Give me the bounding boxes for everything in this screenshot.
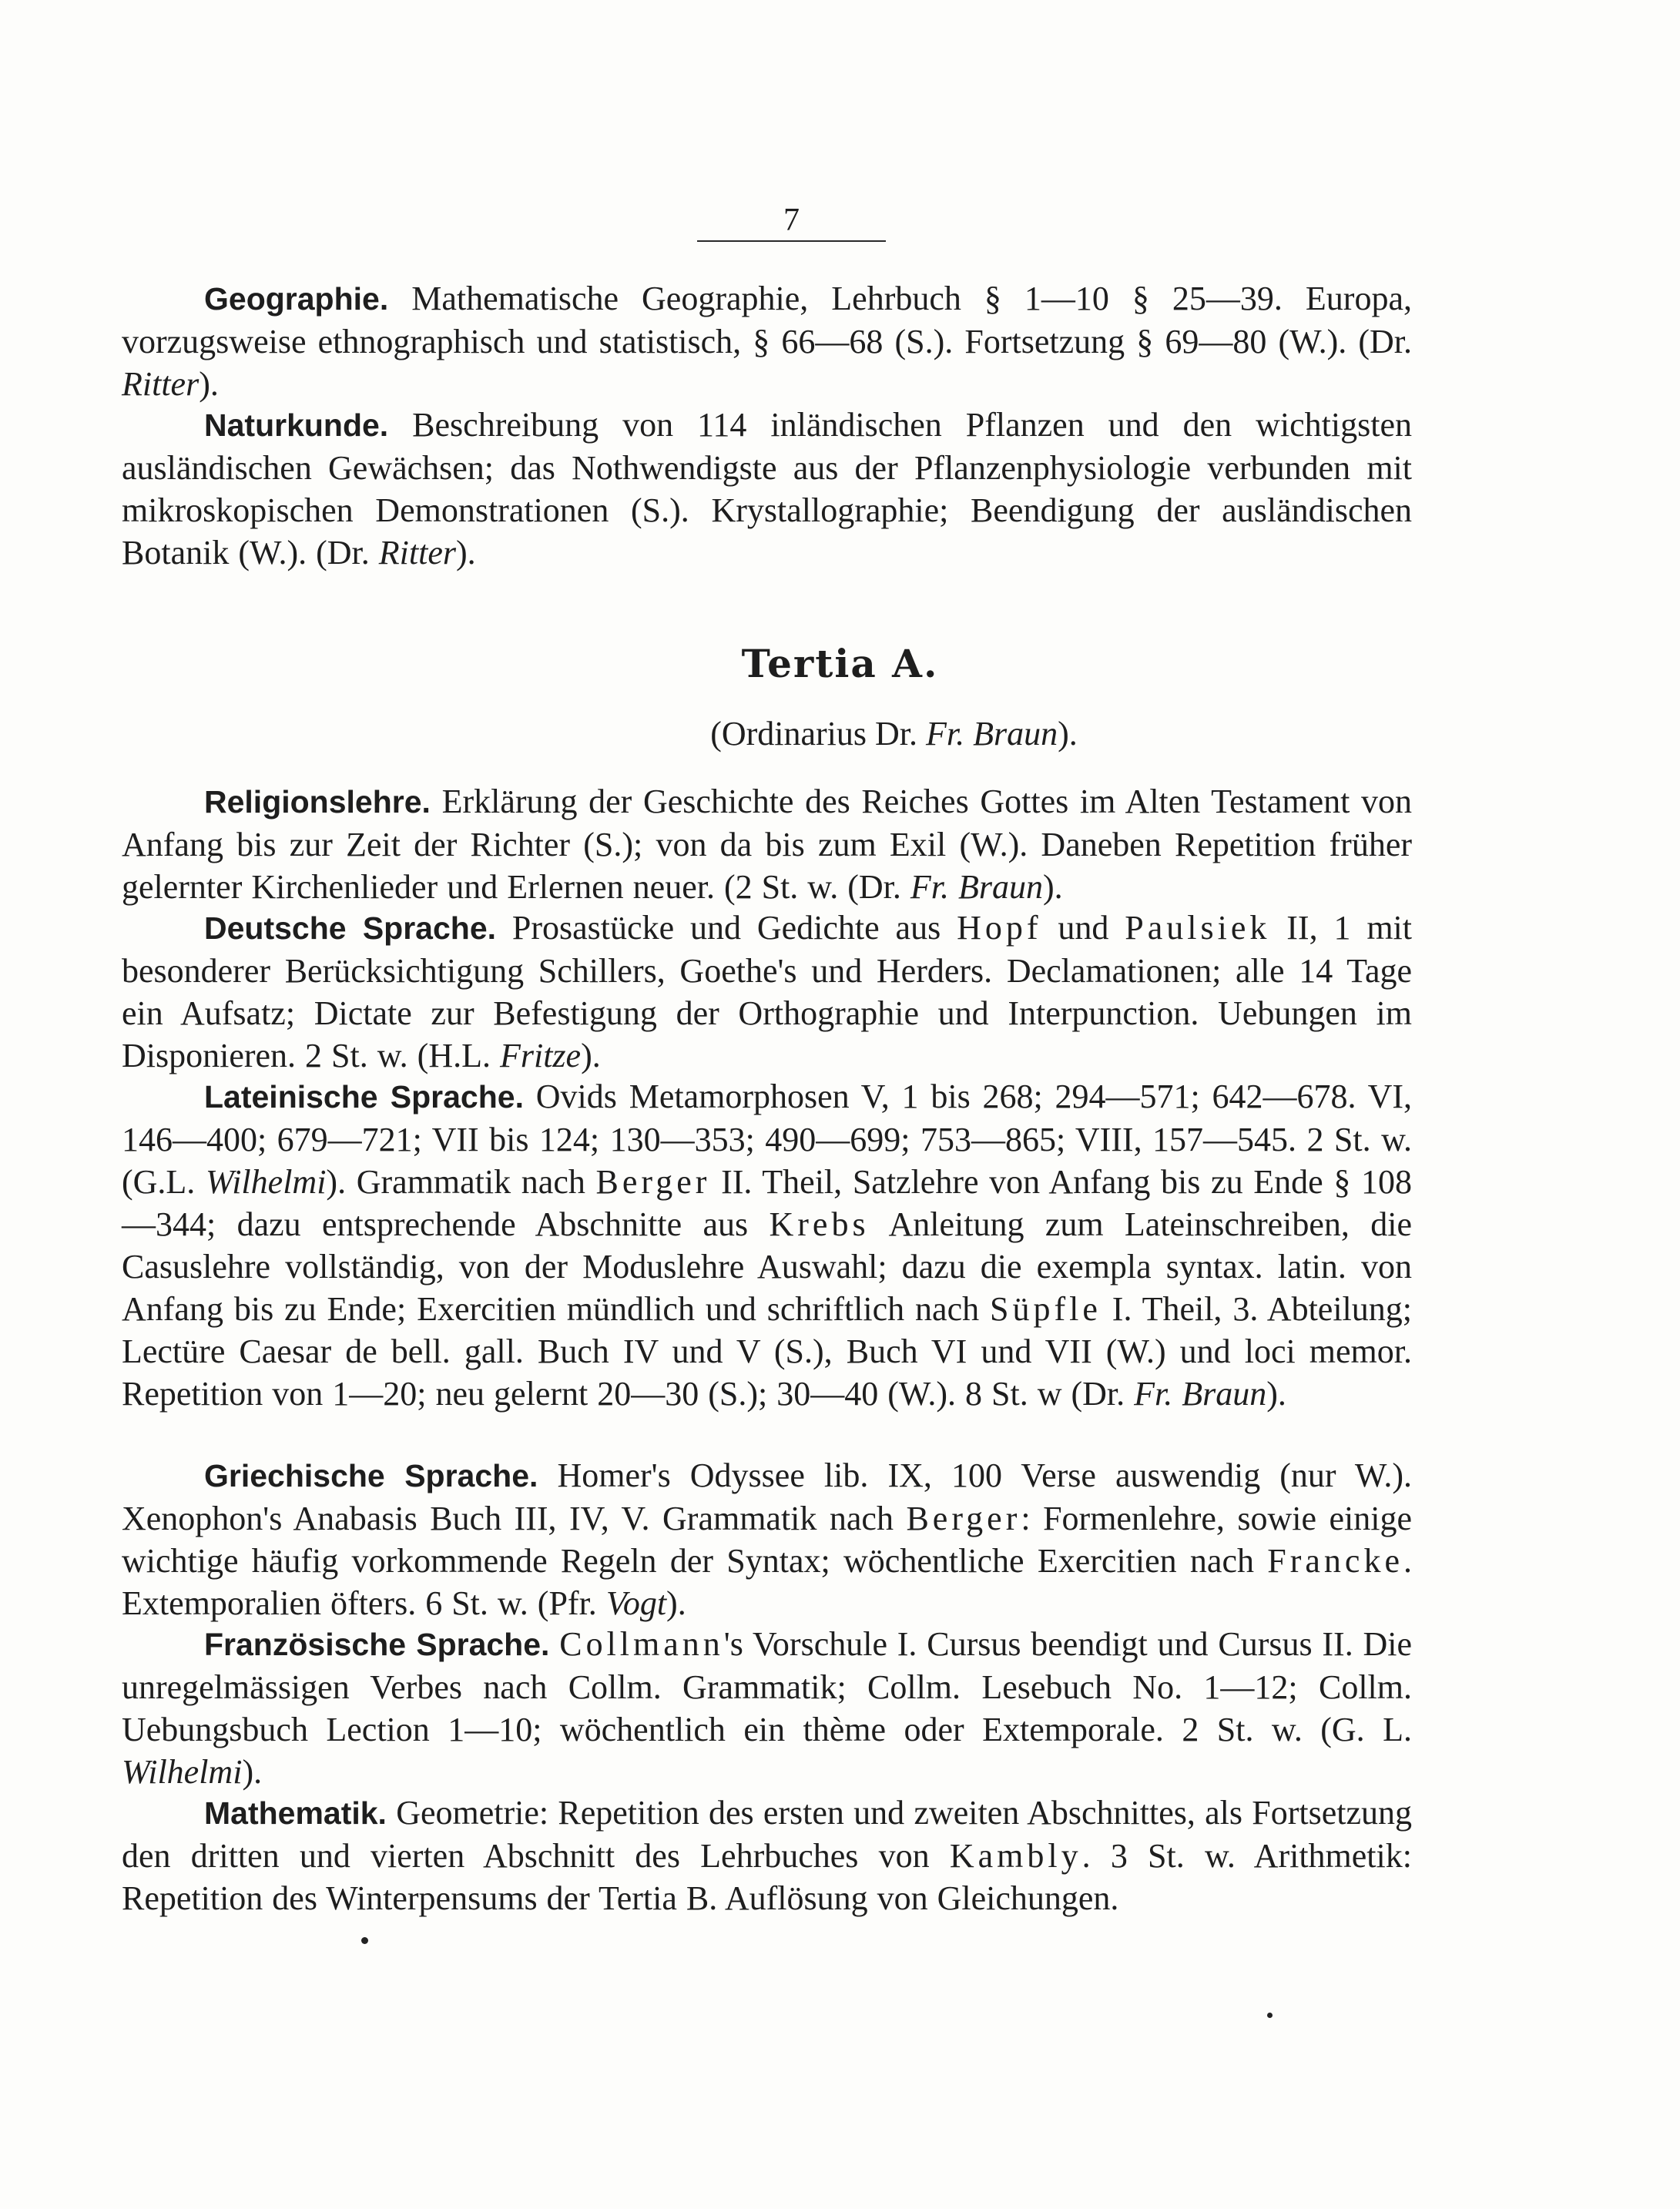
author-krebs: Krebs	[769, 1205, 870, 1243]
paragraph-geographie	[122, 277, 1412, 405]
text-deutsch-1: Prosastücke und Gedichte aus	[496, 909, 957, 947]
paragraph-griechische-sprache	[122, 1454, 1412, 1624]
paragraph-lateinische-sprache	[122, 1075, 1412, 1415]
text-naturkunde-2: ).	[455, 534, 476, 572]
text-latein-3: II. Theil, Satzlehre von Anfang bis zu Ende § 108—344; dazu entsprechende Abschnitte aus	[122, 1163, 1412, 1243]
text-deutsch-2: und	[1041, 909, 1125, 947]
lead-religionslehre: Religionslehre.	[204, 784, 431, 820]
author-kambly: Kambly	[949, 1837, 1082, 1875]
lead-mathematik: Mathematik.	[204, 1795, 387, 1831]
author-berger-gr: Berger	[906, 1500, 1021, 1537]
text-latein-1: Ovids Metamorphosen V, 1 bis 268; 294—571; 642—678. VI, 146—400; 679—721; VII bis 124; 130—353; 490—699; 753—865; VIII, 157—545. 2 St. w. (G.L.	[122, 1078, 1412, 1201]
text-griechisch-2: : Formenlehre, sowie einige wichtige häufig vorkommende Regeln der Syntax; wöchentliche Exercitien nach	[122, 1500, 1413, 1580]
ordinarius-post: ).	[1058, 715, 1078, 753]
text-geographie-1: Mathematische Geographie, Lehrbuch § 1—10 § 25—39. Europa, vorzugsweise ethnographisch und statistisch, § 66—68 (S.). Fortsetzung § 69—80 (W.). (Dr.	[122, 280, 1412, 360]
author-suepfle: Süpfle	[990, 1290, 1102, 1328]
teacher-griechisch: Vogt	[605, 1584, 667, 1622]
teacher-geographie: Ritter	[122, 365, 200, 403]
page-number-rule	[697, 240, 886, 242]
text-mathematik-2: . 3 St. w. Arithmetik: Repetition des Winterpensums der Tertia B. Auflösung von Gleichungen.	[122, 1837, 1412, 1917]
author-hopf: Hopf	[957, 909, 1042, 947]
text-franzoesisch-1: 's Vorschule I. Cursus beendigt und Cursus II. Die unregelmässigen Verbes nach Collm. Grammatik; Collm. Lesebuch No. 1—12; Collm. Uebungsbuch Lection 1—10; wöchentlich ein thème oder Extemporale. 2 St. w. (G. L.	[122, 1625, 1413, 1748]
scan-speck	[361, 1937, 368, 1944]
author-paulsiek: Paulsiek	[1125, 909, 1271, 947]
teacher-latein-1: Wilhelmi	[205, 1163, 327, 1201]
lead-deutsch: Deutsche Sprache.	[204, 910, 497, 946]
text-latein-4: Anleitung zum Lateinschreiben, die Casuslehre vollständig, von der Moduslehre Auswahl; dazu die exempla syntax. latin. von Anfang bis zu Ende; Exercitien mündlich und schriftlich nach	[122, 1205, 1412, 1328]
author-francke: Francke	[1267, 1542, 1403, 1580]
text-naturkunde-1: Beschreibung von 114 inländischen Pflanzen und den wichtigsten ausländischen Gewächsen; das Nothwendigste aus der Pflanzenphysiologie verbunden mit mikroskopischen Demonstrationen (S.). Krystallographie; Beendigung der ausländischen Botanik (W.). (Dr.	[122, 406, 1412, 572]
author-berger: Berger	[595, 1163, 711, 1201]
teacher-franzoesisch: Wilhelmi	[122, 1753, 243, 1791]
text-latein-5: I. Theil, 3. Abteilung; Lectüre Caesar de bell. gall. Buch IV und V (S.), Buch VI und VII (W.) und loci memor. Repetition von 1—20; neu gelernt 20—30 (S.); 30—40 (W.). 8 St. w (Dr.	[122, 1290, 1412, 1413]
text-griechisch-1: Homer's Odyssee lib. IX, 100 Verse auswendig (nur W.). Xenophon's Anabasis Buch III, IV, V. Grammatik nach	[122, 1456, 1412, 1537]
lead-geographie: Geographie.	[204, 281, 389, 317]
scan-speck	[1267, 2013, 1273, 2018]
teacher-latein-2: Fr. Braun	[1134, 1375, 1267, 1413]
section-heading-tertia-a: Tertia A.	[741, 641, 939, 686]
text-deutsch-3: II, 1 mit besonderer Berücksichtigung Schillers, Goethe's und Herders. Declamationen; alle 14 Tage ein Aufsatz; Dictate zur Befestigung der Orthographie und Interpunction. Uebungen im Disponieren. 2 St. w. (H.L.	[122, 909, 1413, 1074]
teacher-naturkunde: Ritter	[378, 534, 456, 572]
ordinarius-line	[0, 712, 1680, 755]
page-number: 7	[783, 203, 800, 238]
text-griechisch-4: ).	[666, 1584, 686, 1622]
lead-franzoesisch: Französische Sprache.	[204, 1627, 550, 1662]
text-franzoesisch-2: ).	[242, 1753, 263, 1791]
teacher-deutsch: Fritze	[499, 1037, 582, 1074]
text-latein-2: ). Grammatik nach	[326, 1163, 596, 1201]
text-griechisch-3: . Extemporalien öfters. 6 St. w. (Pfr.	[122, 1542, 1412, 1622]
paragraph-deutsche-sprache	[122, 907, 1412, 1077]
text-religion-2: ).	[1043, 868, 1063, 906]
lead-griechisch: Griechische Sprache.	[204, 1458, 538, 1493]
ordinarius-name: Fr. Braun	[926, 715, 1058, 753]
text-latein-6: ).	[1266, 1375, 1286, 1413]
page-number-header	[697, 202, 886, 242]
text-franzoesisch-0	[549, 1625, 559, 1663]
paragraph-religionslehre	[122, 780, 1412, 908]
paragraph-mathematik	[122, 1792, 1412, 1919]
text-mathematik-1: Geometrie: Repetition des ersten und zweiten Abschnittes, als Fortsetzung den dritten und vierten Abschnitt des Lehrbuches von	[122, 1794, 1412, 1875]
lead-latein: Lateinische Sprache.	[204, 1079, 524, 1115]
lead-naturkunde: Naturkunde.	[204, 407, 389, 443]
teacher-religion: Fr. Braun	[910, 868, 1044, 906]
text-religion-1: Erklärung der Geschichte des Reiches Gottes im Alten Testament von Anfang bis zur Zeit der Richter (S.); von da bis zum Exil (W.). Daneben Repetition früher gelernter Kirchenlieder und Erlernen neuer. (2 St. w. (Dr.	[122, 783, 1412, 906]
paragraph-franzoesische-sprache	[122, 1623, 1412, 1793]
paragraph-naturkunde	[122, 404, 1412, 574]
text-deutsch-4: ).	[581, 1037, 601, 1074]
author-collmann: Collmann	[559, 1625, 724, 1663]
text-geographie-2: ).	[199, 365, 219, 403]
ordinarius-pre: (Ordinarius Dr.	[710, 715, 927, 753]
